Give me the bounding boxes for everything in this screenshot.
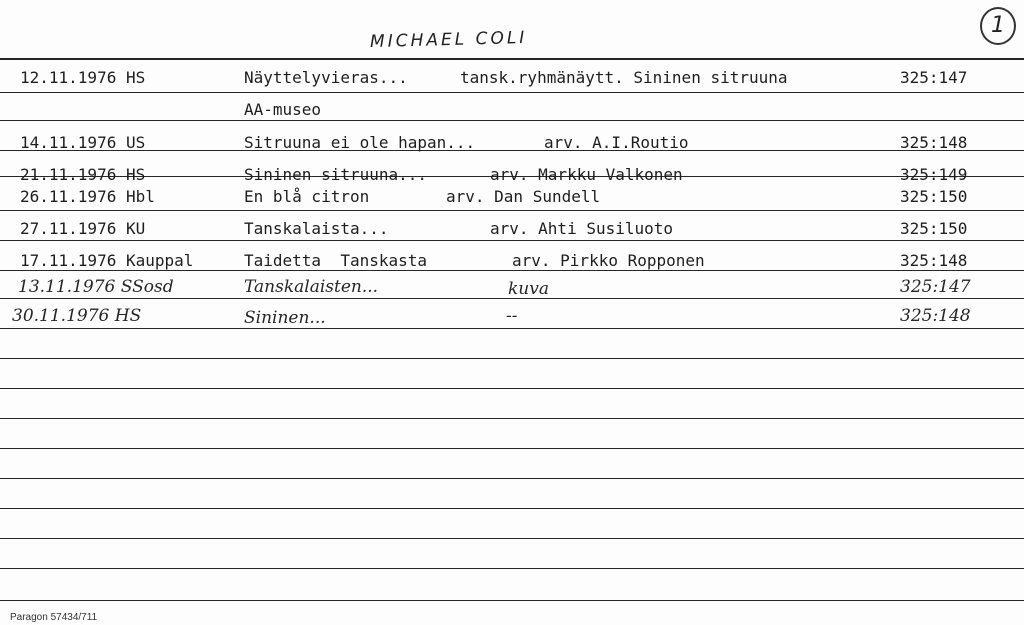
ruled-line <box>0 210 1024 211</box>
entry-title: Taidetta Tanskasta <box>244 251 428 270</box>
entry-date: 26.11.1976 Hbl <box>20 187 155 206</box>
entry-ref: 325:149 <box>900 165 968 184</box>
ruled-line <box>0 600 1024 601</box>
entry-date: 27.11.1976 KU <box>20 219 146 238</box>
entry-date: 12.11.1976 HS <box>20 68 146 87</box>
entry-detail: arv. Markku Valkonen <box>490 165 683 184</box>
handwritten-ref: 325:147 <box>900 277 971 297</box>
handwritten-ref: 325:148 <box>900 306 971 326</box>
card-form-number: Paragon 57434/711 <box>10 612 98 623</box>
entry-title: Sininen sitruuna... <box>244 165 428 184</box>
ruled-line <box>0 150 1024 151</box>
entry-title: Sitruuna ei ole hapan... <box>244 133 476 152</box>
handwritten-detail: kuva <box>508 279 549 299</box>
ruled-line <box>0 240 1024 241</box>
entry-title: Tanskalaista... <box>244 219 389 238</box>
entry-detail: arv. A.I.Routio <box>544 133 689 152</box>
ruled-line <box>0 568 1024 569</box>
entry-ref: 325:147 <box>900 68 968 87</box>
ruled-line <box>0 538 1024 539</box>
handwritten-detail: -- <box>506 306 518 326</box>
entry-title: AA-museo <box>244 100 322 119</box>
entry-ref: 325:150 <box>900 187 968 206</box>
entry-ref: 325:150 <box>900 219 968 238</box>
entry-title: Näyttelyvieras... <box>244 68 408 87</box>
ruled-line <box>0 478 1024 479</box>
ruled-line <box>0 92 1024 93</box>
card-heading: MICHAEL COLI <box>369 27 528 53</box>
entry-date: 17.11.1976 Kauppal <box>20 251 194 270</box>
page-number: 1 <box>980 7 1016 45</box>
ruled-line <box>0 120 1024 121</box>
ruled-line <box>0 508 1024 509</box>
ruled-line <box>0 328 1024 329</box>
entry-date: 14.11.1976 US <box>20 133 146 152</box>
ruled-line <box>0 418 1024 419</box>
entry-detail: arv. Ahti Susiluoto <box>490 219 674 238</box>
entry-date: 21.11.1976 HS <box>20 165 146 184</box>
header-rule <box>0 58 1024 60</box>
entry-ref: 325:148 <box>900 251 968 270</box>
entry-detail: tansk.ryhmänäytt. Sininen sitruuna <box>460 68 788 87</box>
ruled-line <box>0 358 1024 359</box>
entry-ref: 325:148 <box>900 133 968 152</box>
entry-detail: arv. Pirkko Ropponen <box>512 251 705 270</box>
entry-title: En blå citron <box>244 187 370 206</box>
entry-detail: arv. Dan Sundell <box>446 187 601 206</box>
handwritten-date: 13.11.1976 SSosd <box>18 277 174 297</box>
handwritten-title: Tanskalaisten... <box>244 277 379 297</box>
ruled-line <box>0 448 1024 449</box>
ruled-line <box>0 388 1024 389</box>
handwritten-date: 30.11.1976 HS <box>12 306 142 326</box>
handwritten-title: Sininen... <box>244 308 326 328</box>
